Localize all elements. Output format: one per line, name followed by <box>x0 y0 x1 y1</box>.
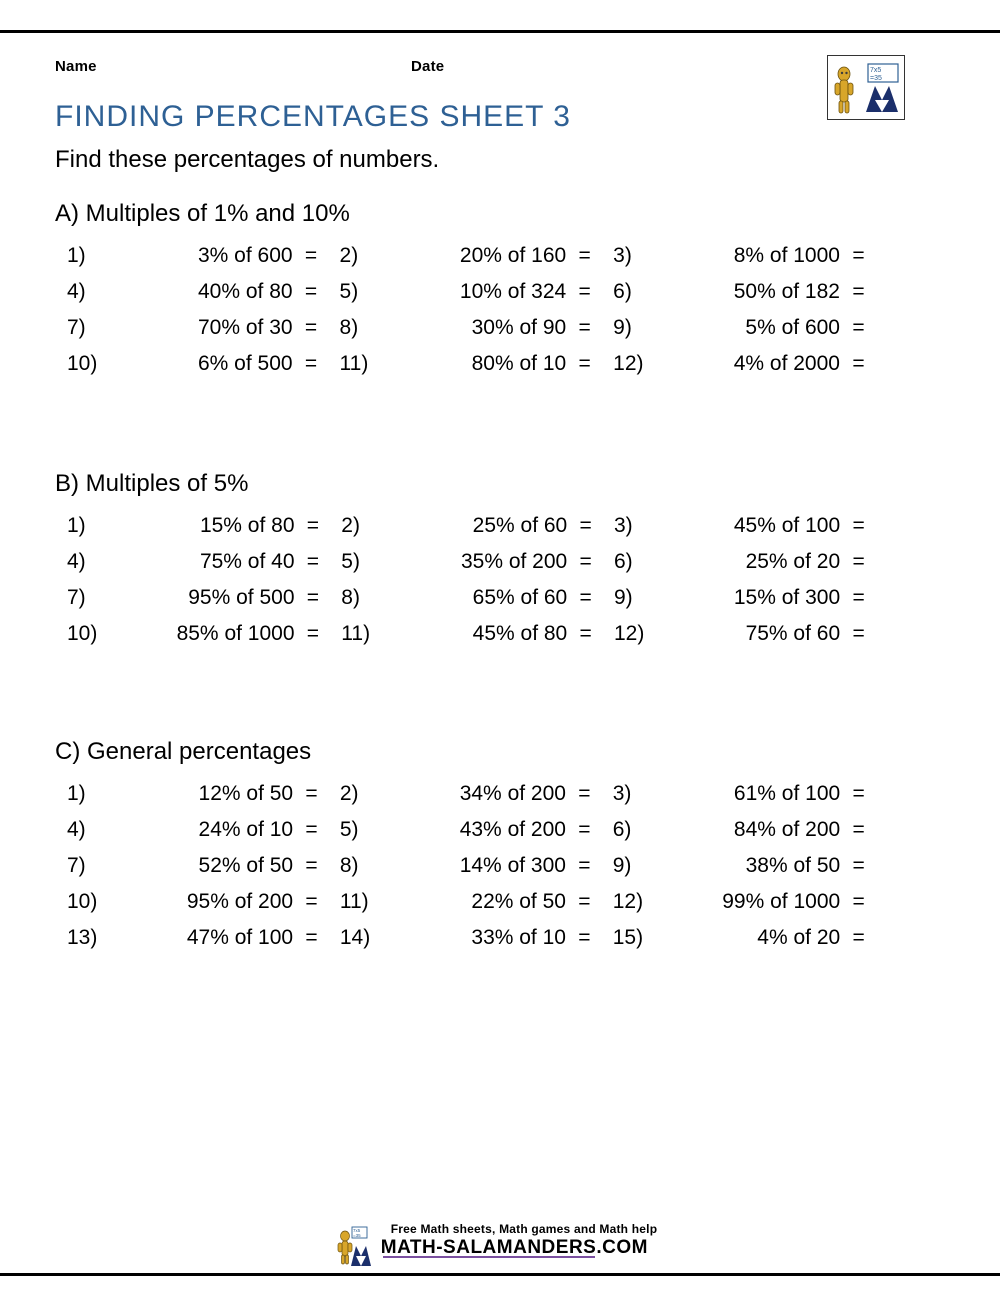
question-expression: 47% of 100 <box>186 926 294 949</box>
footer-tagline: Free Math sheets, Math games and Math help <box>390 1222 658 1236</box>
equals-sign: = <box>306 586 320 609</box>
question-expression: 8% of 1000 <box>733 244 840 267</box>
equals-sign: = <box>579 622 592 645</box>
question-number: 2) <box>339 244 359 267</box>
question-row <box>57 776 877 812</box>
footer-site-name: MATH-SALAMANDERS.COM <box>380 1237 648 1258</box>
question-expression: 70% of 30 <box>197 316 293 339</box>
question-number: 1) <box>67 782 86 805</box>
question-number: 11) <box>341 622 371 645</box>
question-number: 7) <box>67 586 86 609</box>
question-number: 15) <box>612 926 644 949</box>
question-number: 6) <box>612 818 632 841</box>
question-expression: 15% of 80 <box>199 514 295 537</box>
question-expression: 25% of 20 <box>745 550 841 573</box>
section-spacer <box>55 652 885 712</box>
equals-sign: = <box>578 244 591 267</box>
question-expression: 5% of 600 <box>745 316 840 339</box>
question-expression: 4% of 20 <box>757 926 841 949</box>
equals-sign: = <box>852 890 865 913</box>
equals-sign: = <box>578 926 591 949</box>
equals-sign: = <box>579 586 592 609</box>
question-expression: 14% of 300 <box>459 854 566 877</box>
equals-sign: = <box>579 550 592 573</box>
question-expression: 25% of 60 <box>472 514 568 537</box>
footer-content <box>343 1222 657 1258</box>
question-expression: 52% of 50 <box>198 854 294 877</box>
question-number: 4) <box>67 818 86 841</box>
question-expression: 61% of 100 <box>733 782 841 805</box>
equals-sign: = <box>578 854 591 877</box>
equals-sign: = <box>852 514 865 537</box>
question-expression: 22% of 50 <box>471 890 566 913</box>
equals-sign: = <box>304 244 318 267</box>
section-b <box>55 470 885 652</box>
section-c <box>55 738 885 956</box>
question-row <box>57 616 877 652</box>
question-row <box>57 920 877 956</box>
equals-sign: = <box>305 818 318 841</box>
equals-sign: = <box>852 622 865 645</box>
question-row <box>57 274 877 310</box>
question-number: 4) <box>67 550 86 573</box>
question-row <box>57 580 877 616</box>
question-number: 6) <box>613 280 632 303</box>
top-divider <box>0 30 1000 33</box>
question-row <box>57 310 877 346</box>
equals-sign: = <box>304 316 318 339</box>
question-number: 12) <box>612 890 644 913</box>
question-expression: 95% of 500 <box>188 586 295 609</box>
equals-sign: = <box>852 818 865 841</box>
question-row <box>57 848 877 884</box>
question-number: 9) <box>612 854 632 877</box>
question-number: 13) <box>67 926 98 949</box>
svg-text:7x5: 7x5 <box>870 67 882 74</box>
question-expression: 65% of 60 <box>472 586 568 609</box>
equals-sign: = <box>306 550 320 573</box>
question-number: 3) <box>612 782 632 805</box>
equals-sign: = <box>852 352 865 375</box>
equals-sign: = <box>578 352 591 375</box>
equals-sign: = <box>304 280 318 303</box>
question-expression: 15% of 300 <box>733 586 841 609</box>
equals-sign: = <box>579 514 592 537</box>
question-number: 8) <box>339 316 359 339</box>
equals-sign: = <box>304 352 318 375</box>
question-expression: 24% of 10 <box>198 818 294 841</box>
question-expression: 43% of 200 <box>459 818 566 841</box>
question-number: 11) <box>339 890 369 913</box>
equals-sign: = <box>852 854 865 877</box>
section-a-heading: A) Multiples of 1% and 10% <box>55 200 350 227</box>
question-expression: 75% of 40 <box>199 550 295 573</box>
section-a-questions <box>57 238 877 382</box>
equals-sign: = <box>578 818 591 841</box>
equals-sign: = <box>852 244 865 267</box>
equals-sign: = <box>578 316 591 339</box>
section-a <box>55 200 885 382</box>
worksheet-header <box>55 48 885 88</box>
page-footer <box>0 1222 1000 1258</box>
question-expression: 35% of 200 <box>460 550 568 573</box>
question-number: 7) <box>67 316 86 339</box>
question-row <box>57 812 877 848</box>
question-expression: 85% of 1000 <box>176 622 295 645</box>
question-expression: 40% of 80 <box>197 280 293 303</box>
question-row <box>57 346 877 382</box>
equals-sign: = <box>306 514 320 537</box>
question-expression: 20% of 160 <box>459 244 567 267</box>
question-expression: 75% of 60 <box>745 622 841 645</box>
equals-sign: = <box>852 926 865 949</box>
question-expression: 38% of 50 <box>745 854 841 877</box>
equals-sign: = <box>852 586 865 609</box>
question-expression: 84% of 200 <box>733 818 841 841</box>
question-number: 5) <box>341 550 360 573</box>
question-number: 3) <box>613 514 633 537</box>
question-number: 10) <box>67 890 98 913</box>
equals-sign: = <box>305 926 318 949</box>
instructions: Find these percentages of numbers. <box>55 146 440 173</box>
equals-sign: = <box>578 890 591 913</box>
question-expression: 50% of 182 <box>733 280 840 303</box>
section-b-heading: B) Multiples of 5% <box>55 470 249 497</box>
question-number: 7) <box>67 854 86 877</box>
logo-graphic <box>828 56 904 119</box>
question-number: 9) <box>613 316 632 339</box>
question-expression: 34% of 200 <box>459 782 566 805</box>
footer-salamander-icon <box>333 1224 385 1268</box>
question-expression: 95% of 200 <box>186 890 294 913</box>
question-number: 12) <box>613 622 645 645</box>
question-number: 9) <box>613 586 633 609</box>
question-number: 8) <box>339 854 359 877</box>
question-expression: 3% of 600 <box>197 244 293 267</box>
question-number: 6) <box>613 550 633 573</box>
section-b-questions <box>57 508 877 652</box>
question-row <box>57 884 877 920</box>
svg-text:=35: =35 <box>352 1233 361 1238</box>
question-expression: 45% of 100 <box>733 514 841 537</box>
svg-text:7x5: 7x5 <box>352 1228 361 1233</box>
question-expression: 45% of 80 <box>472 622 568 645</box>
question-expression: 10% of 324 <box>459 280 567 303</box>
equals-sign: = <box>852 550 865 573</box>
equals-sign: = <box>578 782 591 805</box>
svg-text:=35: =35 <box>870 75 882 82</box>
question-expression: 80% of 10 <box>471 352 567 375</box>
section-spacer <box>55 382 885 444</box>
question-number: 2) <box>341 514 360 537</box>
question-number: 5) <box>339 818 359 841</box>
salamanders-logo <box>827 55 905 120</box>
question-expression: 30% of 90 <box>471 316 567 339</box>
question-number: 10) <box>67 622 98 645</box>
section-c-questions <box>57 776 877 956</box>
question-row <box>57 508 877 544</box>
question-number: 4) <box>67 280 86 303</box>
bottom-divider <box>0 1273 1000 1276</box>
question-expression: 99% of 1000 <box>722 890 841 913</box>
date-label: Date <box>411 58 445 75</box>
page-title: FINDING PERCENTAGES SHEET 3 <box>55 100 571 133</box>
equals-sign: = <box>852 782 865 805</box>
question-number: 3) <box>613 244 632 267</box>
equals-sign: = <box>305 854 318 877</box>
question-number: 1) <box>67 244 86 267</box>
name-label: Name <box>55 58 97 75</box>
question-number: 1) <box>67 514 86 537</box>
equals-sign: = <box>305 890 318 913</box>
equals-sign: = <box>852 280 865 303</box>
question-expression: 12% of 50 <box>198 782 294 805</box>
question-number: 14) <box>339 926 371 949</box>
equals-sign: = <box>578 280 591 303</box>
question-expression: 6% of 500 <box>197 352 293 375</box>
question-row <box>57 544 877 580</box>
question-number: 8) <box>341 586 360 609</box>
worksheet-content <box>55 48 885 956</box>
question-expression: 4% of 2000 <box>733 352 840 375</box>
question-number: 10) <box>67 352 98 375</box>
question-number: 12) <box>613 352 644 375</box>
equals-sign: = <box>306 622 320 645</box>
question-number: 11) <box>339 352 369 375</box>
question-expression: 33% of 10 <box>471 926 566 949</box>
equals-sign: = <box>852 316 865 339</box>
equals-sign: = <box>305 782 318 805</box>
question-row <box>57 238 877 274</box>
section-c-heading: C) General percentages <box>55 738 312 765</box>
question-number: 5) <box>339 280 359 303</box>
question-number: 2) <box>339 782 359 805</box>
